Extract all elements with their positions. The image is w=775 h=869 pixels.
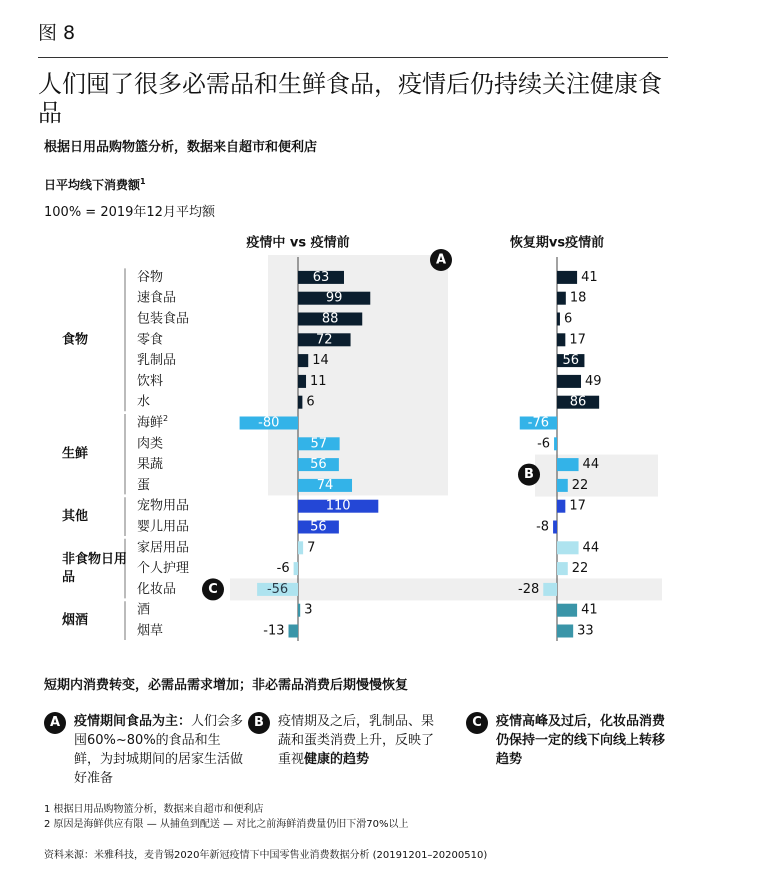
note-a-badge: A: [44, 712, 66, 734]
data-label: 86: [569, 394, 587, 410]
highlight-badge-label: B: [524, 467, 534, 483]
group-label: 非食物日用: [62, 552, 128, 568]
bar: [294, 562, 298, 575]
bar: [543, 583, 557, 596]
highlight-badge-label: C: [208, 581, 218, 597]
group-label: 烟酒: [62, 613, 89, 629]
data-label: 22: [571, 561, 589, 577]
metric-label: [44, 176, 146, 193]
data-label: -76: [527, 415, 549, 431]
data-label: 18: [569, 290, 587, 306]
note-a-text: [74, 712, 246, 788]
bar: [557, 333, 565, 346]
category-label: 酒: [137, 602, 151, 618]
category-label: 肉类: [137, 436, 164, 452]
note-c-text: [496, 712, 674, 769]
panel-header: 恢复期vs疫情前: [509, 235, 605, 251]
group-label: 食物: [62, 332, 89, 348]
bar: [298, 354, 308, 367]
data-label: -6: [276, 561, 290, 577]
bar: [298, 375, 306, 388]
data-label: 44: [582, 457, 600, 473]
bar: [298, 396, 302, 409]
data-label: 3: [304, 602, 313, 618]
footnote-1: 1 根据日用品购物篮分析，数据来自超市和便利店: [44, 804, 264, 815]
category-label: 包装食品: [137, 311, 190, 327]
category-label: 蛋: [137, 477, 151, 493]
note-b-badge: B: [248, 712, 270, 734]
data-label: -56: [266, 581, 289, 597]
bar: [553, 521, 557, 534]
data-label: -13: [263, 623, 285, 639]
note-b-body: 疫情期及之后，乳制品、果蔬和蛋类消费上升，反映了重视: [278, 714, 435, 767]
data-label: -8: [536, 519, 550, 535]
data-label: 6: [563, 311, 573, 327]
note-b-text: [278, 712, 446, 769]
data-label: 41: [581, 269, 598, 285]
note-c-bold: 疫情高峰及过后，化妆品消费仍保持一定的线下向线上转移趋势: [496, 714, 666, 767]
category-label: 乳制品: [137, 353, 177, 369]
short-term-heading: 短期内消费转变，必需品需求增加；非必需品消费后期慢慢恢复: [44, 678, 409, 693]
data-label: -6: [537, 436, 551, 452]
note-c-badge: C: [466, 712, 488, 734]
bar: [557, 313, 560, 326]
data-label: 14: [312, 353, 329, 369]
data-label: -80: [258, 415, 280, 431]
bar: [557, 458, 579, 471]
highlight-a: [268, 252, 448, 495]
data-label: 63: [312, 269, 330, 285]
data-label: 7: [307, 540, 316, 556]
group-label: 品: [62, 570, 76, 586]
category-label: 个人护理: [137, 561, 190, 577]
data-label: 17: [569, 332, 586, 348]
chart-subtitle: 根据日用品购物篮分析，数据来自超市和便利店: [44, 140, 318, 155]
data-label: -28: [518, 581, 540, 597]
data-label: 11: [310, 373, 327, 389]
category-label: 谷物: [137, 269, 164, 285]
group-label: 生鲜: [62, 446, 89, 462]
note-a-bold: 疫情期间食品为主：: [74, 714, 192, 729]
data-label: 110: [325, 498, 351, 514]
bar: [557, 500, 565, 513]
bar: [554, 437, 557, 450]
bar: [289, 625, 298, 638]
data-label: 49: [585, 373, 602, 389]
data-label: 33: [577, 623, 594, 639]
bar: [298, 604, 300, 617]
highlight-badge-label: A: [435, 252, 447, 268]
data-label: 17: [569, 498, 586, 514]
data-label: 44: [582, 540, 600, 556]
data-label: 56: [562, 353, 579, 369]
footnote-2: 2 原因是海鲜供应有限 — 从捕鱼到配送 — 对比之前海鲜消费量仍旧下滑70%以上: [44, 819, 409, 830]
category-label: 速食品: [137, 290, 177, 306]
bar: [557, 292, 566, 305]
note-b-bold: 健康的趋势: [304, 752, 370, 767]
category-label: 家居用品: [137, 540, 190, 556]
category-label: 果蔬: [137, 457, 164, 473]
category-footnote-ref: 2: [163, 413, 169, 423]
data-label: 72: [316, 332, 333, 348]
figure-label: 图 8: [38, 22, 76, 44]
data-label: 56: [310, 457, 327, 473]
baseline-note: 100% = 2019年12月平均额: [44, 205, 215, 220]
data-label: 41: [581, 602, 598, 618]
bar: [557, 604, 577, 617]
metric-footnote-ref: 1: [140, 177, 146, 186]
category-label: 饮料: [137, 373, 164, 389]
bar: [557, 375, 581, 388]
page-title: 人们囤了很多必需品和生鲜食品，疫情后仍持续关注健康食品: [38, 70, 662, 127]
category-label: 零食: [137, 332, 164, 348]
category-label: 宠物用品: [137, 498, 190, 514]
note-a-body: 人们会多囤60%~80%的食品和生鲜，为封城期间的居家生活做好准备: [74, 714, 244, 786]
data-label: 74: [316, 477, 334, 493]
data-label: 6: [306, 394, 315, 410]
group-label: 其他: [62, 509, 89, 525]
bar: [557, 625, 573, 638]
bar-chart: [0, 230, 775, 650]
category-label: 化妆品: [137, 581, 177, 597]
bar: [557, 562, 568, 575]
data-label: 99: [325, 290, 343, 306]
bar: [557, 271, 577, 284]
bar: [557, 479, 568, 492]
title-divider: [38, 57, 668, 58]
data-label: 56: [310, 519, 327, 535]
source-note: 资料来源：米雅科技，麦肯锡2020年新冠疫情下中国零售业消费数据分析 (20191201–20200510): [44, 850, 488, 861]
data-label: 57: [310, 436, 328, 452]
category-label: 海鲜$^2$: [137, 413, 169, 431]
panel-header: 疫情中 vs 疫情前: [246, 235, 350, 251]
data-label: 88: [321, 311, 339, 327]
bar: [298, 541, 303, 554]
metric-label-text: 日平均线下消费额: [44, 178, 141, 192]
category-label: 水: [137, 394, 151, 410]
bar: [557, 541, 579, 554]
category-label: 婴儿用品: [137, 519, 190, 535]
category-label: 烟草: [137, 623, 164, 639]
data-label: 22: [571, 477, 589, 493]
